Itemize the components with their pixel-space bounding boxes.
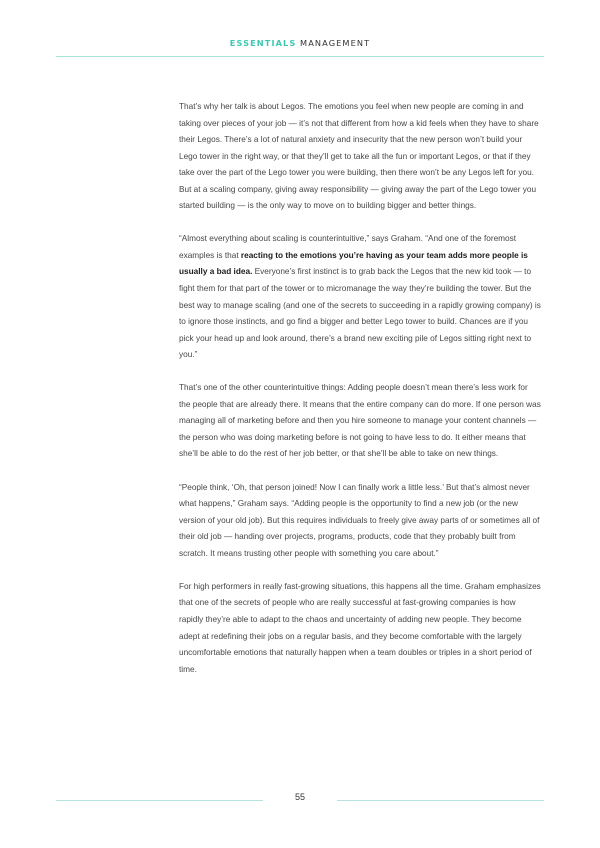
running-header [0,38,600,48]
article-body [179,99,541,695]
paragraph-2-intro: “Almost everything about scaling is counterintuitive,” says Graham. “And one of the foremost examples is that [179,234,517,260]
header-brand: ESSENTIALS [229,38,297,48]
paragraph-2-emphasis: reacting to the emotions you’re having as your team adds more people is usually a bad idea. [179,250,528,277]
header-divider [56,56,544,57]
paragraph-4: “People think, ‘Oh, that person joined! Now I can finally work a little less.’ But that’s almost never what happens,” Graham says. “Adding people is the opportunity to find a new job (or the new version of your old job). But this requires individuals to freely give away parts of or sometimes all of their old job — handing over projects, programs, products, code that they probably built from scratch. It means trusting other people with something you care about.” [179,482,540,558]
paragraph-1: That’s why her talk is about Legos. The emotions you feel when new people are coming in and taking over pieces of your job — it’s not that different from how a kid feels when they have to share their Legos. There’s a lot of natural anxiety and insecurity that the new person won’t build your Lego tower in the right way, or that they’ll get to take all the fun or important Legos, or that if they take over the part of the Lego tower you were building, then there won’t be any Legos left for you. But at a scaling company, giving away responsibility — giving away the part of the Lego tower you started building — is the only way to move on to building bigger and better things. [179,102,539,211]
paragraph-2-rest: Everyone’s first instinct is to grab back the Legos that the new kid took — to fight them for that part of the tower or to micromanage the way they’re building the tower. But the best way to manage scaling (and one of the secrets to succeeding in a rapidly growing company) is to ignore those instincts, and go find a bigger and better Lego tower to build. Chances are if you pick your head up and look around, there’s a brand new exciting pile of Legos sitting right next to you.” [179,267,541,360]
paragraph-3: That’s one of the other counterintuitive things: Adding people doesn’t mean there’s less work for the people that are already there. It means that the entire company can do more. If one person was managing all of marketing before and then you hire someone to manage your content channels — the person who was doing marketing before is not going to have less to do. It either means that she’ll be able to do the rest of her job better, or that she’ll be able to take on new things. [179,383,541,459]
footer-divider-right [337,800,544,801]
footer-divider-left [56,800,263,801]
paragraph-5: For high performers in really fast-growing situations, this happens all the time. Graham emphasizes that one of the secrets of people who are really successful at fast-growing companies is how rapidly they’re able to adapt to the chaos and uncertainty of adding new people. They become adept at redefining their jobs on a regular basis, and they become comfortable with the largely uncomfortable emotions that naturally happen when a team doubles or triples in a short period of time. [179,581,541,674]
paragraph-2 [179,231,541,363]
page-number: 55 [294,792,305,802]
header-section: MANAGEMENT [300,38,371,48]
